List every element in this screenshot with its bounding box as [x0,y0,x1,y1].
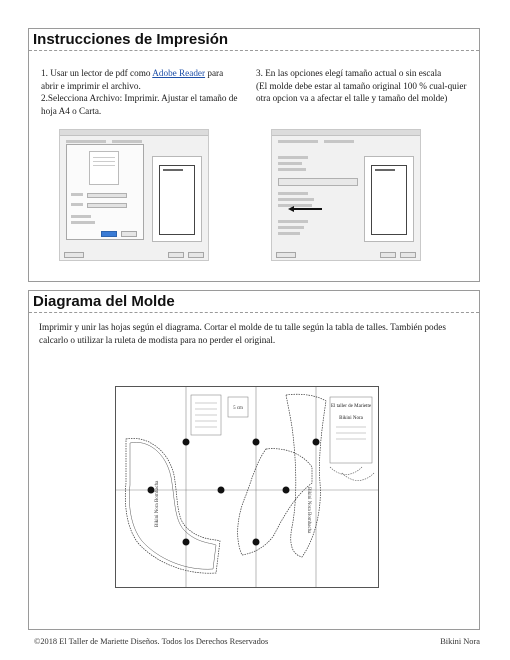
front-piece-label: Bikini Nora Bombacha [306,487,311,534]
scale-square-label: 5 cm [233,406,243,411]
dialog-titlebar [60,130,208,136]
back-piece-label: Bikini Nora Bombacha [155,480,160,527]
instructions-left [41,67,241,117]
page-preview [364,156,414,242]
pattern-diagram-title: Diagrama del Molde [33,293,175,310]
section-header [29,291,479,313]
copyright-text: ©2018 El Taller de Mariette Diseños. Todos los Derechos Reservados [34,637,269,646]
pattern-description: Imprimir y unir las hojas según el diagrama. Cortar el molde de tu talle según la tabla de talles. También podes calcarlo o utilizar la ruleta de modista para no perder el original. [39,322,446,345]
print-dialog-screenshot-2 [271,129,421,261]
logo-text: El taller de Mariette [330,404,372,409]
arrow-indicator [292,208,322,210]
page-setup-dialog [66,144,144,240]
pattern-diagram-section [28,290,480,630]
pattern-pieces-drawing [116,387,378,587]
print-dialog-screenshot-1 [59,129,209,261]
pattern-layout-diagram [115,386,379,588]
print-instructions-section [28,28,480,282]
print-instructions-title: Instrucciones de Impresión [33,31,229,48]
pattern-title-label: Bikini Nora [339,416,363,421]
instructions-right [256,67,468,105]
step-1-text-cont: para abrir e imprimir el archivo. [41,68,224,91]
step-3-text: 3. En las opciones elegí tamaño actual o sin escala [256,68,442,78]
page-preview [152,156,202,242]
adobe-reader-link[interactable]: Adobe Reader [152,68,206,78]
dialog-titlebar [272,130,420,136]
section-header [29,29,479,51]
step-3-note: (El molde debe estar al tamaño original 100 % cual-quier otra opcion va a afectar el talle y tamaño del molde) [256,80,467,103]
step-2-text: 2.Selecciona Archivo: Imprimir. Ajustar el tamaño de hoja A4 o Carta. [41,93,238,116]
step-1-text: 1. Usar un lector de pdf como [41,68,151,78]
product-name: Bikini Nora [440,637,480,646]
